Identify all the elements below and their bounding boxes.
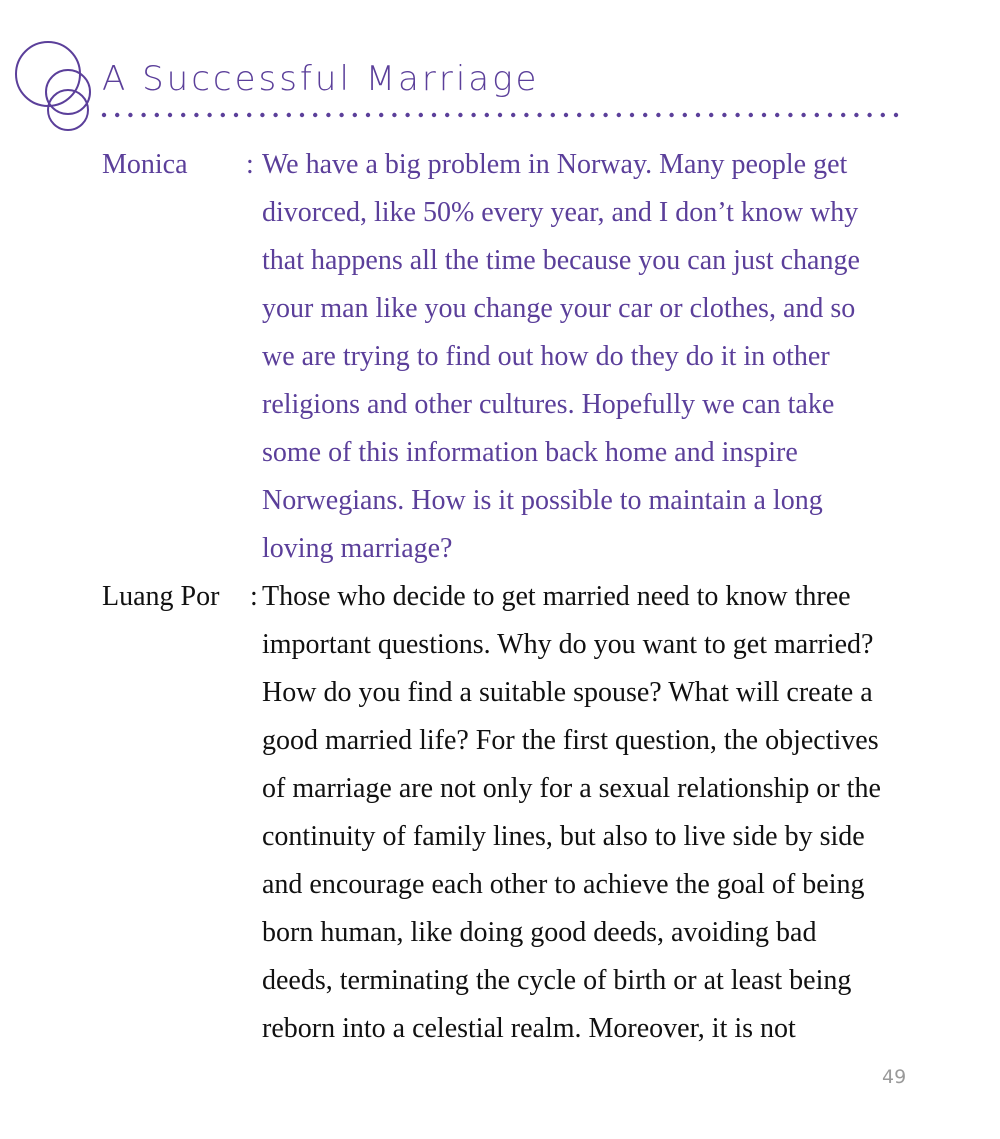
divider-dot [234,113,238,117]
speech-line: divorced, like 50% every year, and I don’t know why [262,197,859,228]
speech-line: we are trying to find out how do they do it in other [262,341,830,372]
divider-dot [709,113,713,117]
speech-line: We have a big problem in Norway. Many people get [262,149,848,180]
divider-dot [458,113,462,117]
luang-por-speech [262,573,962,1053]
divider-dot [722,113,726,117]
divider-dot [300,113,304,117]
divider-dot [537,113,541,117]
speech-line: that happens all the time because you can just change [262,245,860,276]
speaker-luang-por: Luang Por [102,581,220,612]
speech-line: Norwegians. How is it possible to maintain a long [262,485,823,516]
speech-line: loving marriage? [262,533,453,564]
divider-dot [405,113,409,117]
speaker-colon-luang-por: : [250,581,258,612]
divider-dot [815,113,819,117]
speech-line: good married life? For the first question, the objectives [262,725,879,756]
divider-dot [683,113,687,117]
divider-dot [881,113,885,117]
divider-dot [564,113,568,117]
dotted-divider [100,110,900,120]
divider-dot [656,113,660,117]
speech-line: Those who decide to get married need to know three [262,581,851,612]
divider-dot [749,113,753,117]
speech-line: of marriage are not only for a sexual relationship or the [262,773,881,804]
divider-dot [247,113,251,117]
divider-dot [735,113,739,117]
divider-dot [168,113,172,117]
divider-dot [287,113,291,117]
speaker-colon-monica: : [246,149,254,180]
divider-dot [353,113,357,117]
divider-dot [326,113,330,117]
divider-dot [471,113,475,117]
speech-line: reborn into a celestial realm. Moreover, it is not [262,1013,796,1044]
divider-dot [801,113,805,117]
speech-line: religions and other cultures. Hopefully we can take [262,389,835,420]
divider-dot [643,113,647,117]
divider-dot [445,113,449,117]
divider-dot [498,113,502,117]
divider-dot [128,113,132,117]
divider-dot [115,113,119,117]
divider-dot [603,113,607,117]
divider-dot [392,113,396,117]
speech-line: important questions. Why do you want to get married? [262,629,874,660]
divider-dot [828,113,832,117]
divider-dot [181,113,185,117]
page-number: 49 [882,1066,907,1088]
speaker-monica: Monica [102,149,188,180]
speech-line: continuity of family lines, but also to live side by side [262,821,865,852]
speech-line: deeds, terminating the cycle of birth or at least being [262,965,852,996]
divider-dot [102,113,106,117]
divider-dot [577,113,581,117]
divider-dot [894,113,898,117]
speech-line: born human, like doing good deeds, avoiding bad [262,917,817,948]
divider-dot [260,113,264,117]
page-title: A Successful Marriage [102,59,540,99]
divider-dot [339,113,343,117]
divider-dot [511,113,515,117]
monica-speech [262,141,962,573]
divider-dot [419,113,423,117]
divider-dot [867,113,871,117]
divider-dot [485,113,489,117]
divider-dot [841,113,845,117]
divider-dot [788,113,792,117]
divider-dot [432,113,436,117]
divider-dot [155,113,159,117]
speech-line: your man like you change your car or clothes, and so [262,293,856,324]
divider-dot [221,113,225,117]
divider-dot [590,113,594,117]
divider-dot [617,113,621,117]
divider-dot [366,113,370,117]
divider-dot [313,113,317,117]
divider-dot [207,113,211,117]
divider-dot [551,113,555,117]
divider-dot [273,113,277,117]
speech-line: some of this information back home and inspire [262,437,798,468]
speech-line: and encourage each other to achieve the goal of being [262,869,865,900]
divider-dot [194,113,198,117]
divider-dot [630,113,634,117]
divider-dot [854,113,858,117]
divider-dot [762,113,766,117]
divider-dot [379,113,383,117]
divider-dot [141,113,145,117]
divider-dot [696,113,700,117]
divider-dot [669,113,673,117]
overlapping-circles-icon [12,40,92,136]
divider-dot [524,113,528,117]
divider-dot [775,113,779,117]
speech-line: How do you find a suitable spouse? What will create a [262,677,873,708]
